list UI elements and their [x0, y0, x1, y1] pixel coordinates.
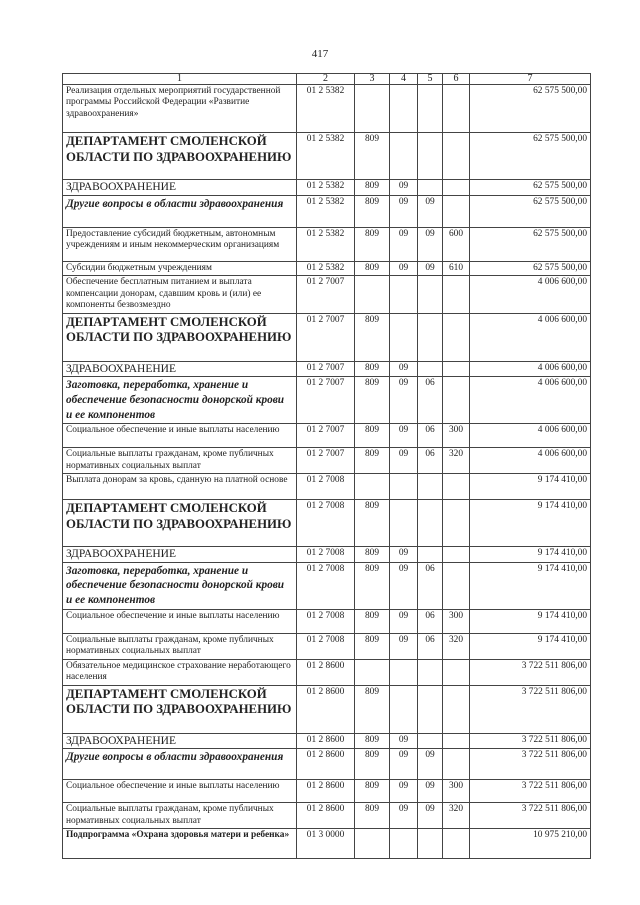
row-name: Обеспечение бесплатным питанием и выплата компенсации донорам, сдавшим кровь и (или) ее компоненты безвозмездно	[63, 276, 297, 313]
amount: 3 722 511 806,00	[470, 803, 591, 829]
target-code: 01 2 7008	[297, 633, 355, 659]
expense-type-code	[443, 85, 470, 133]
target-code: 01 2 7008	[297, 547, 355, 563]
target-code: 01 2 7007	[297, 361, 355, 377]
dept-code: 809	[355, 780, 390, 803]
section-code: 09	[390, 547, 418, 563]
table-row	[63, 474, 591, 500]
section-code: 09	[390, 749, 418, 780]
expense-type-code	[443, 562, 470, 609]
expense-type-code	[443, 313, 470, 361]
expense-type-code	[443, 829, 470, 859]
subsection-code	[418, 500, 443, 547]
row-name: ЗДРАВООХРАНЕНИЕ	[63, 547, 297, 563]
dept-code	[355, 85, 390, 133]
amount: 3 722 511 806,00	[470, 659, 591, 685]
section-code	[390, 659, 418, 685]
budget-table	[62, 73, 591, 859]
subsection-code	[418, 133, 443, 180]
subsection-code: 09	[418, 227, 443, 261]
expense-type-code	[443, 276, 470, 313]
target-code: 01 2 5382	[297, 261, 355, 275]
expense-type-code	[443, 685, 470, 733]
section-code: 09	[390, 448, 418, 474]
target-code: 01 2 8600	[297, 780, 355, 803]
row-name: Социальные выплаты гражданам, кроме публичных нормативных социальных выплат	[63, 633, 297, 659]
col-2-header: 2	[297, 74, 355, 85]
target-code: 01 2 5382	[297, 180, 355, 196]
row-name: Предоставление субсидий бюджетным, автономным учреждениям и иным некоммерческим организациям	[63, 227, 297, 261]
row-name: Субсидии бюджетным учреждениям	[63, 261, 297, 275]
amount: 4 006 600,00	[470, 361, 591, 377]
col-7-header: 7	[470, 74, 591, 85]
amount: 10 975 210,00	[470, 829, 591, 859]
subsection-code: 06	[418, 448, 443, 474]
col-1-header: 1	[63, 74, 297, 85]
subsection-code: 06	[418, 562, 443, 609]
table-row	[63, 227, 591, 261]
row-name: ДЕПАРТАМЕНТ СМОЛЕНСКОЙ ОБЛАСТИ ПО ЗДРАВООХРАНЕНИЮ	[63, 685, 297, 733]
dept-code: 809	[355, 803, 390, 829]
section-code: 09	[390, 377, 418, 424]
amount: 4 006 600,00	[470, 377, 591, 424]
table-row	[63, 633, 591, 659]
subsection-code	[418, 829, 443, 859]
amount: 4 006 600,00	[470, 313, 591, 361]
subsection-code: 09	[418, 261, 443, 275]
target-code: 01 2 8600	[297, 685, 355, 733]
section-code	[390, 500, 418, 547]
expense-type-code	[443, 733, 470, 749]
amount: 9 174 410,00	[470, 562, 591, 609]
row-name: ЗДРАВООХРАНЕНИЕ	[63, 733, 297, 749]
dept-code: 809	[355, 448, 390, 474]
section-code: 09	[390, 195, 418, 227]
section-row	[63, 180, 591, 196]
target-code: 01 2 5382	[297, 227, 355, 261]
section-code	[390, 685, 418, 733]
subprogram-row	[63, 829, 591, 859]
amount: 9 174 410,00	[470, 474, 591, 500]
section-code	[390, 276, 418, 313]
expense-type-code	[443, 180, 470, 196]
expense-type-code	[443, 474, 470, 500]
target-code: 01 2 7007	[297, 377, 355, 424]
row-name: ЗДРАВООХРАНЕНИЕ	[63, 361, 297, 377]
target-code: 01 3 0000	[297, 829, 355, 859]
dept-code: 809	[355, 361, 390, 377]
target-code: 01 2 5382	[297, 195, 355, 227]
subsection-code: 09	[418, 749, 443, 780]
dept-code: 809	[355, 133, 390, 180]
section-code	[390, 313, 418, 361]
subsection-code: 09	[418, 803, 443, 829]
section-code: 09	[390, 227, 418, 261]
amount: 3 722 511 806,00	[470, 685, 591, 733]
row-name: Социальное обеспечение и иные выплаты населению	[63, 609, 297, 633]
subsection-row	[63, 562, 591, 609]
table-row	[63, 85, 591, 133]
row-name: Обязательное медицинское страхование неработающего населения	[63, 659, 297, 685]
table-row	[63, 803, 591, 829]
department-row	[63, 685, 591, 733]
section-code: 09	[390, 180, 418, 196]
section-code: 09	[390, 562, 418, 609]
department-row	[63, 313, 591, 361]
dept-code: 809	[355, 500, 390, 547]
target-code: 01 2 7008	[297, 500, 355, 547]
table-row	[63, 424, 591, 448]
subsection-code	[418, 180, 443, 196]
amount: 3 722 511 806,00	[470, 780, 591, 803]
row-name: ДЕПАРТАМЕНТ СМОЛЕНСКОЙ ОБЛАСТИ ПО ЗДРАВООХРАНЕНИЮ	[63, 133, 297, 180]
subsection-code: 06	[418, 633, 443, 659]
amount: 62 575 500,00	[470, 227, 591, 261]
dept-code	[355, 659, 390, 685]
target-code: 01 2 5382	[297, 85, 355, 133]
section-code: 09	[390, 424, 418, 448]
row-name: Реализация отдельных мероприятий государственной программы Российской Федерации «Развитие здравоохранения»	[63, 85, 297, 133]
expense-type-code	[443, 500, 470, 547]
expense-type-code: 320	[443, 803, 470, 829]
amount: 9 174 410,00	[470, 609, 591, 633]
dept-code: 809	[355, 424, 390, 448]
expense-type-code: 300	[443, 780, 470, 803]
target-code: 01 2 7008	[297, 609, 355, 633]
section-code: 09	[390, 803, 418, 829]
subsection-code	[418, 685, 443, 733]
dept-code: 809	[355, 377, 390, 424]
amount: 9 174 410,00	[470, 500, 591, 547]
section-row	[63, 733, 591, 749]
amount: 9 174 410,00	[470, 547, 591, 563]
target-code: 01 2 7008	[297, 474, 355, 500]
row-name: Другие вопросы в области здравоохранения	[63, 195, 297, 227]
row-name: ЗДРАВООХРАНЕНИЕ	[63, 180, 297, 196]
section-code: 09	[390, 780, 418, 803]
section-code	[390, 829, 418, 859]
expense-type-code	[443, 749, 470, 780]
amount: 3 722 511 806,00	[470, 749, 591, 780]
amount: 62 575 500,00	[470, 133, 591, 180]
department-row	[63, 133, 591, 180]
amount: 4 006 600,00	[470, 276, 591, 313]
subsection-code	[418, 474, 443, 500]
section-code: 09	[390, 733, 418, 749]
section-code: 09	[390, 609, 418, 633]
target-code: 01 2 8600	[297, 733, 355, 749]
dept-code: 809	[355, 195, 390, 227]
subsection-code	[418, 361, 443, 377]
page-number: 417	[311, 48, 329, 60]
section-code: 09	[390, 633, 418, 659]
dept-code: 809	[355, 633, 390, 659]
subsection-row	[63, 377, 591, 424]
amount: 62 575 500,00	[470, 85, 591, 133]
target-code: 01 2 8600	[297, 749, 355, 780]
row-name: Социальные выплаты гражданам, кроме публичных нормативных социальных выплат	[63, 448, 297, 474]
dept-code: 809	[355, 313, 390, 361]
expense-type-code: 300	[443, 424, 470, 448]
dept-code: 809	[355, 749, 390, 780]
subsection-code	[418, 659, 443, 685]
target-code: 01 2 7007	[297, 448, 355, 474]
section-code	[390, 133, 418, 180]
expense-type-code: 320	[443, 448, 470, 474]
col-3-header: 3	[355, 74, 390, 85]
row-name: ДЕПАРТАМЕНТ СМОЛЕНСКОЙ ОБЛАСТИ ПО ЗДРАВООХРАНЕНИЮ	[63, 500, 297, 547]
amount: 3 722 511 806,00	[470, 733, 591, 749]
section-code: 09	[390, 361, 418, 377]
target-code: 01 2 7008	[297, 562, 355, 609]
section-row	[63, 361, 591, 377]
section-code	[390, 474, 418, 500]
dept-code: 809	[355, 562, 390, 609]
subsection-code: 09	[418, 195, 443, 227]
section-code	[390, 85, 418, 133]
target-code: 01 2 5382	[297, 133, 355, 180]
table-row	[63, 276, 591, 313]
amount: 4 006 600,00	[470, 424, 591, 448]
target-code: 01 2 8600	[297, 659, 355, 685]
row-name: Выплата донорам за кровь, сданную на платной основе	[63, 474, 297, 500]
expense-type-code	[443, 377, 470, 424]
table-row	[63, 609, 591, 633]
expense-type-code	[443, 361, 470, 377]
target-code: 01 2 7007	[297, 276, 355, 313]
dept-code: 809	[355, 609, 390, 633]
target-code: 01 2 7007	[297, 424, 355, 448]
row-name: Социальное обеспечение и иные выплаты населению	[63, 780, 297, 803]
dept-code: 809	[355, 685, 390, 733]
department-row	[63, 500, 591, 547]
table-row	[63, 659, 591, 685]
row-name: Подпрограмма «Охрана здоровья матери и ребенка»	[63, 829, 297, 859]
expense-type-code	[443, 195, 470, 227]
amount: 4 006 600,00	[470, 448, 591, 474]
row-name: Другие вопросы в области здравоохранения	[63, 749, 297, 780]
dept-code: 809	[355, 261, 390, 275]
expense-type-code: 610	[443, 261, 470, 275]
expense-type-code	[443, 659, 470, 685]
amount: 62 575 500,00	[470, 261, 591, 275]
subsection-code: 09	[418, 780, 443, 803]
dept-code	[355, 829, 390, 859]
subsection-code: 06	[418, 609, 443, 633]
row-name: Социальное обеспечение и иные выплаты населению	[63, 424, 297, 448]
section-code: 09	[390, 261, 418, 275]
dept-code: 809	[355, 180, 390, 196]
subsection-code	[418, 547, 443, 563]
subsection-row	[63, 749, 591, 780]
table-row	[63, 780, 591, 803]
table-row	[63, 448, 591, 474]
expense-type-code: 600	[443, 227, 470, 261]
table-row	[63, 261, 591, 275]
subsection-code	[418, 733, 443, 749]
amount: 9 174 410,00	[470, 633, 591, 659]
subsection-code	[418, 85, 443, 133]
row-name: ДЕПАРТАМЕНТ СМОЛЕНСКОЙ ОБЛАСТИ ПО ЗДРАВООХРАНЕНИЮ	[63, 313, 297, 361]
header-row	[63, 74, 591, 85]
expense-type-code	[443, 547, 470, 563]
dept-code: 809	[355, 227, 390, 261]
amount: 62 575 500,00	[470, 180, 591, 196]
col-5-header: 5	[418, 74, 443, 85]
section-row	[63, 547, 591, 563]
subsection-code	[418, 276, 443, 313]
dept-code: 809	[355, 547, 390, 563]
amount: 62 575 500,00	[470, 195, 591, 227]
dept-code	[355, 474, 390, 500]
expense-type-code	[443, 133, 470, 180]
subsection-code: 06	[418, 377, 443, 424]
dept-code	[355, 276, 390, 313]
target-code: 01 2 7007	[297, 313, 355, 361]
subsection-code	[418, 313, 443, 361]
col-4-header: 4	[390, 74, 418, 85]
expense-type-code: 320	[443, 633, 470, 659]
subsection-code: 06	[418, 424, 443, 448]
col-6-header: 6	[443, 74, 470, 85]
dept-code: 809	[355, 733, 390, 749]
row-name: Заготовка, переработка, хранение и обеспечение безопасности донорской крови и ее компонентов	[63, 377, 297, 424]
expense-type-code: 300	[443, 609, 470, 633]
subsection-row	[63, 195, 591, 227]
row-name: Заготовка, переработка, хранение и обеспечение безопасности донорской крови и ее компонентов	[63, 562, 297, 609]
target-code: 01 2 8600	[297, 803, 355, 829]
row-name: Социальные выплаты гражданам, кроме публичных нормативных социальных выплат	[63, 803, 297, 829]
